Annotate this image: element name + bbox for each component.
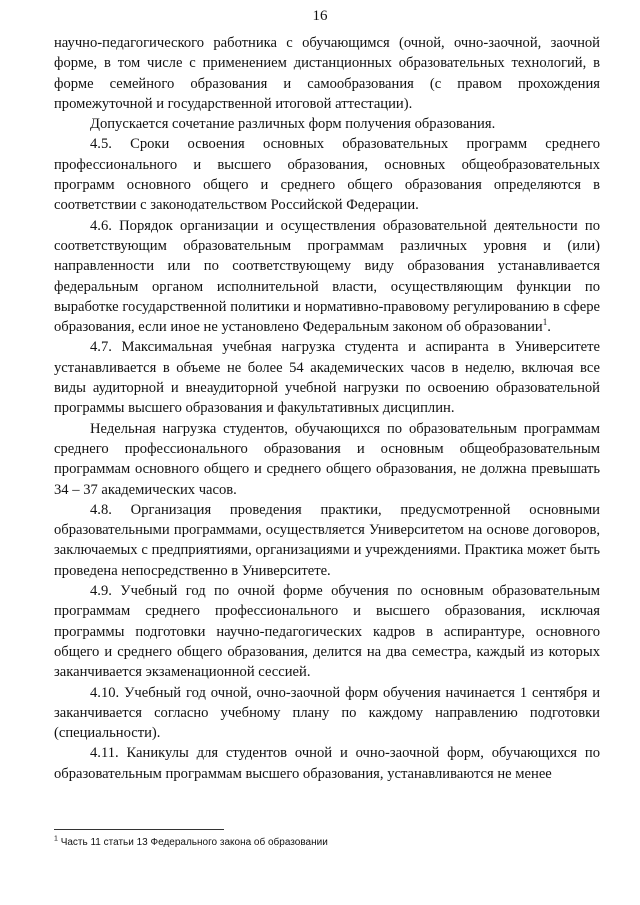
paragraph-form-combination: Допускается сочетание различных форм получения образования. xyxy=(90,116,496,133)
footnote-mark: 1 xyxy=(54,835,58,843)
paragraph-weekly-load: Недельная нагрузка студентов, обучающихся по образовательным программам среднего профессионального образования и основным общеобразовательным программам основного общего и среднего общего образования, не должна превышать 34 – 37 академических часов. xyxy=(54,420,600,498)
paragraph-4-10: 4.10. Учебный год очной, очно-заочной форм обучения начинается 1 сентября и заканчивается согласно учебному плану по каждому направлению подготовки (специальности). xyxy=(54,684,600,742)
body-text xyxy=(54,33,600,784)
paragraph-4-5: 4.5. Сроки освоения основных образовательных программ среднего профессионального и высшего образования, основных общеобразовательных программ основного общего и среднего общего образования определяются в соответствии с законодательством Российской Федерации. xyxy=(54,136,600,214)
paragraph-4-9: 4.9. Учебный год по очной форме обучения по основным образовательным программам среднего профессионального и высшего образования, исключая программы подготовки научно-педагогических кадров в аспирантуре, основного общего и среднего общего образования, делится на два семестра, каждый из которых заканчивается экзаменационной сессией. xyxy=(54,583,600,681)
footnote-text: Часть 11 статьи 13 Федерального закона об образовании xyxy=(60,837,328,848)
paragraph-4-6-text: 4.6. Порядок организации и осуществления образовательной деятельности по соответствующим образовательным программам различных уровня и (или) направленности или по соответствующему виду образования устанавливается федеральным органом исполнительной власти, осуществляющим функции по выработке государственной политики и нормативно-правовому регулированию в сфере образования, если иное не установлено Федеральным законом об образовании xyxy=(54,217,600,336)
page-number: 16 xyxy=(312,8,328,24)
paragraph-continuation: научно-педагогического работника с обучающимся (очной, очно-заочной, заочной форме, в том числе с применением дистанционных образовательных технологий, в форме семейного образования и самообразования (с правом прохождения промежуточной и государственной итоговой аттестации). xyxy=(54,35,600,112)
footnote xyxy=(54,836,600,849)
paragraph-4-7: 4.7. Максимальная учебная нагрузка студента и аспиранта в Университете устанавливается в объеме не более 54 академических часов в неделю, включая все виды аудиторной и внеаудиторной учебной нагрузки по освоению образовательной программы высшего образования и факультативных дисциплин. xyxy=(54,339,600,417)
paragraph-4-6 xyxy=(54,216,600,338)
paragraph-4-11: 4.11. Каникулы для студентов очной и очно-заочной форм, обучающихся по образовательным программам высшего образования, устанавливаются не менее xyxy=(54,745,600,782)
paragraph-4-6-end: . xyxy=(547,319,551,336)
paragraph-4-8: 4.8. Организация проведения практики, предусмотренной основными образовательными программами, осуществляется Университетом на основе договоров, заключаемых с предприятиями, организациями и учреждениями. Практика может быть проведена непосредственно в Университете. xyxy=(54,501,600,579)
footnote-divider xyxy=(54,829,224,830)
footnote-reference: 1 xyxy=(542,317,548,328)
